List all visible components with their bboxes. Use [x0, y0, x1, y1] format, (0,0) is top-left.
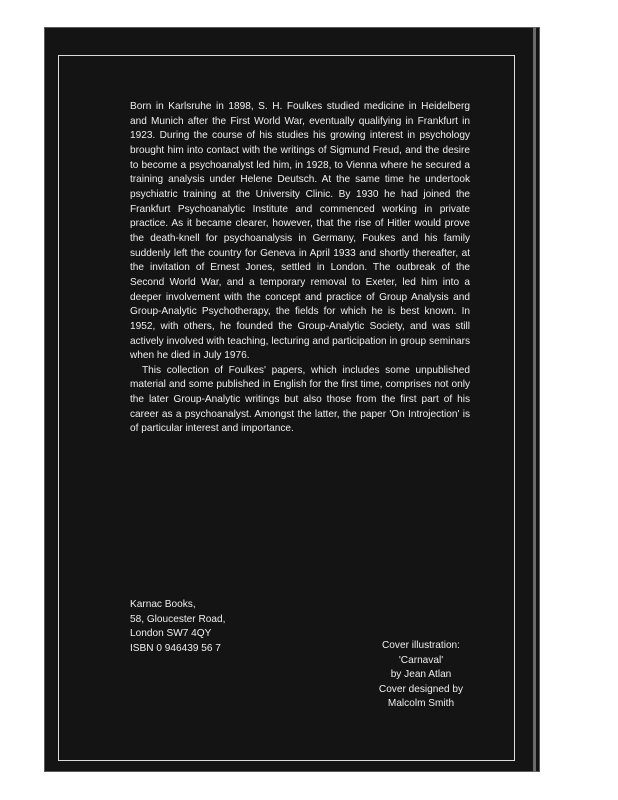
- publisher-name: Karnac Books,: [130, 599, 196, 610]
- publisher-address: [130, 598, 225, 656]
- credit-line-designer: Malcolm Smith: [387, 698, 455, 710]
- author-biography-blurb: [130, 100, 470, 437]
- publisher-street: 58, Gloucester Road,: [130, 613, 226, 625]
- credit-line-designed: Cover designed by: [378, 683, 464, 695]
- blurb-paragraph-biography: Born in Karlsruhe in 1898, S. H. Foulkes studied medicine in Heidelberg and Munich after the First World War, eventually qualifying in Frankfurt in 1923. During the course of his studies his growing interest in psychology brought him into contact with the writings of Sigmund Freud, and the desire to become a psychoanalyst led him, in 1928, to Vienna where he secured a training analysis under Helene Deutsch. At the same time he undertook psychiatric training at the University Clinic. By 1930 he had joined the Frankfurt Psychoanalytic Institute and commenced working in private practice. As it became clearer, however, that the rise of Hitler would prove the death-knell for psychoanalysis in Germany, Foukes and his family suddenly left the country for Geneva in April 1933 and shortly thereafter, at the invitation of Ernest Jones, settled in London. The outbreak of the Second World War, and a temporary removal to Exeter, led him into a deeper involvement with the concept and practice of Group Analysis and Group-Analytic Psychotherapy, the fields for which he is best known. In 1952, with others, he founded the Group-Analytic Society, and was still actively involved with teaching, lecturing and participation in group seminars when he died in July 1976.: [130, 101, 470, 362]
- credit-line-illustration: Cover illustration:: [382, 640, 460, 651]
- isbn-number: ISBN 0 946439 56 7: [130, 642, 221, 654]
- credit-line-title: 'Carnaval': [398, 654, 444, 666]
- cover-credits: [360, 639, 482, 712]
- blurb-paragraph-collection: This collection of Foulkes' papers, which includes some unpublished material and some published in English for the first time, comprises not only the later Group-Analytic writings but also those from the first part of his career as a psychoanalyst. Amongst the latter, the paper 'On Introjection' is of particular interest and importance.: [130, 364, 470, 435]
- publisher-city: London SW7 4QY: [130, 628, 212, 640]
- credit-line-artist: by Jean Atlan: [390, 669, 452, 681]
